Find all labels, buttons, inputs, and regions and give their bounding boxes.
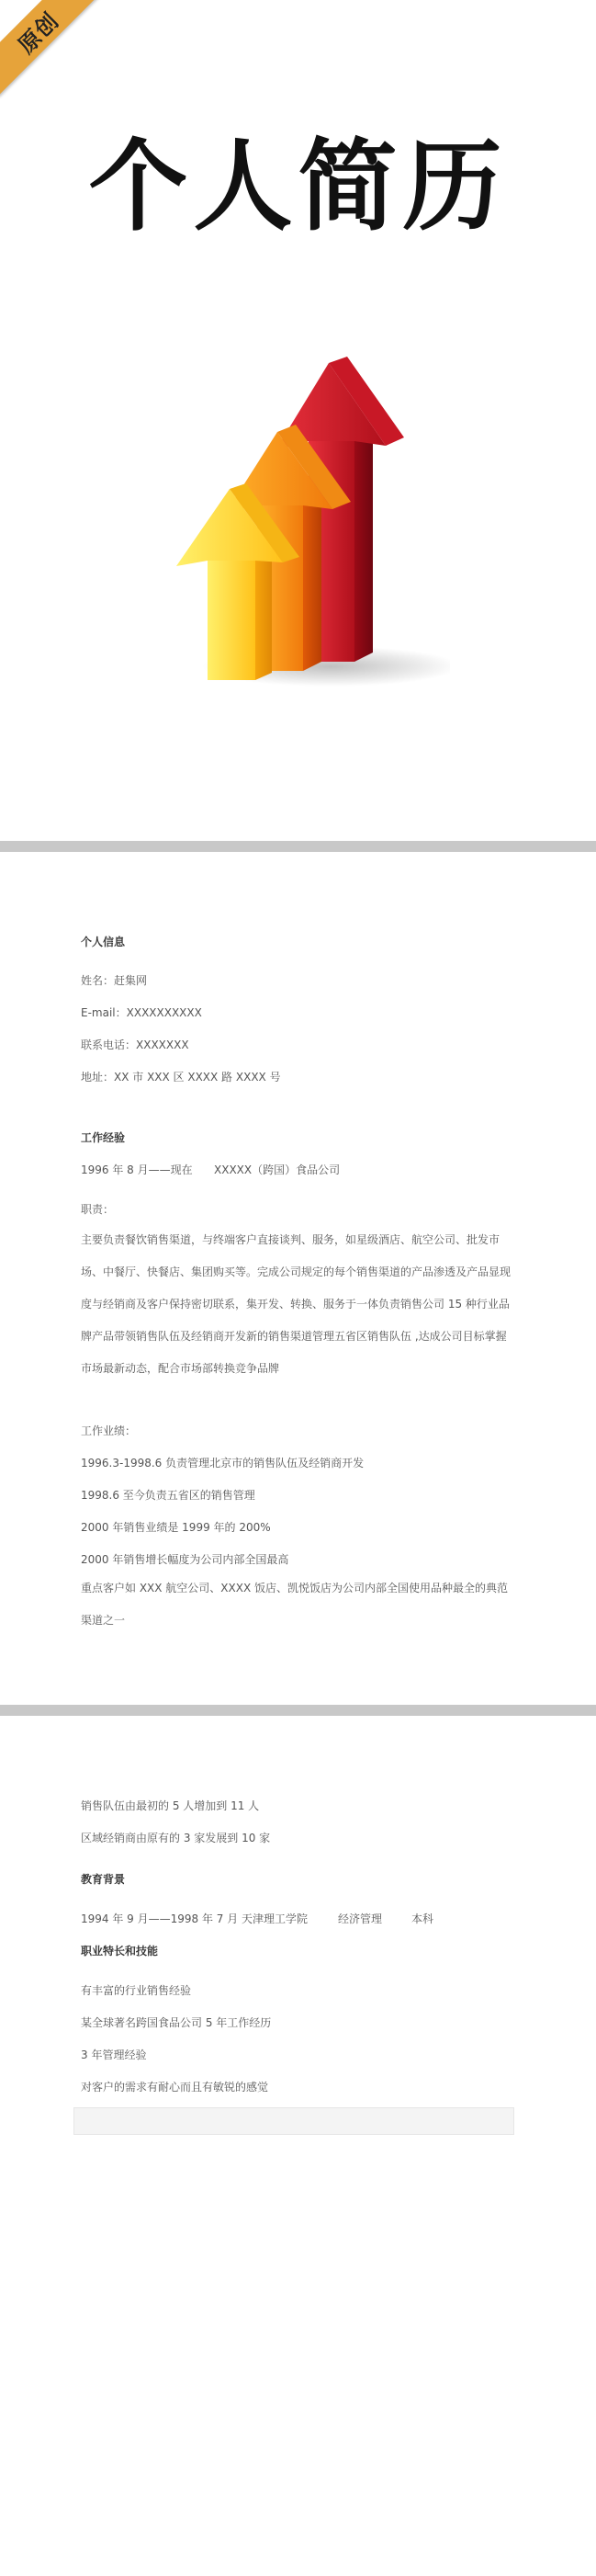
work-experience-heading: 工作经验 <box>81 1131 126 1144</box>
address-field: 地址：XX 市 XXX 区 XXXX 路 XXXX 号 <box>81 1071 281 1084</box>
work-period: 1996 年 8 月——现在 <box>81 1163 193 1176</box>
page-divider <box>0 1705 596 1716</box>
original-badge <box>0 0 102 96</box>
education-heading: 教育背景 <box>81 1873 126 1886</box>
empty-content-box <box>73 2107 514 2135</box>
phone-field: 联系电话：XXXXXXX <box>81 1038 189 1051</box>
team-growth: 销售队伍由最初的 5 人增加到 11 人 <box>81 1799 260 1812</box>
achievement-label: 工作业绩： <box>81 1424 137 1437</box>
skill-item: 有丰富的行业销售经验 <box>81 1984 192 1997</box>
personal-info-heading: 个人信息 <box>81 936 126 948</box>
duty-description: 主要负责餐饮销售渠道，与终端客户直接谈判、服务，如星级酒店、航空公司、批发市场、中餐厅、快餐店、集团购买等。完成公司规定的每个销售渠道的产品渗透及产品显现度与经销商及客户保持密切联系，集开发、转换、服务于一体负责销售公司 15 种行业品牌产品带领销售队伍及经销商开发新的销售渠道管理五省区销售队伍 ,达成公司目标掌握市场最新动态，配合市场部转换竞争品牌 <box>81 1233 512 1375</box>
education-period: 1994 年 9 月——1998 年 7 月 <box>81 1912 239 1925</box>
rising-arrows-illustration <box>174 349 450 698</box>
work-company: XXXXX（跨国）食品公司 <box>214 1163 341 1176</box>
dealer-growth: 区域经销商由原有的 3 家发展到 10 家 <box>81 1832 271 1844</box>
achievement-item: 1998.6 至今负责五省区的销售管理 <box>81 1489 255 1502</box>
education-school: 天津理工学院 <box>242 1912 309 1925</box>
education-major: 经济管理 <box>338 1912 383 1925</box>
skill-item: 某全球著名跨国食品公司 5 年工作经历 <box>81 2016 272 2029</box>
skills-heading: 职业特长和技能 <box>81 1945 159 1958</box>
achievement-item: 2000 年销售业绩是 1999 年的 200% <box>81 1521 271 1534</box>
original-badge-label: 原创 <box>13 7 64 59</box>
key-clients: 重点客户如 XXX 航空公司、XXXX 饭店、凯悦饭店为公司内部全国使用品种最全的典范渠道之一 <box>81 1582 508 1627</box>
page-divider <box>0 841 596 852</box>
cover-page <box>0 0 596 841</box>
achievement-item: 2000 年销售增长幅度为公司内部全国最高 <box>81 1553 289 1566</box>
email-field: E-mail：XXXXXXXXXX <box>81 1006 202 1019</box>
education-degree: 本科 <box>411 1912 434 1925</box>
cover-title: 个人简历 <box>88 130 508 244</box>
achievement-item: 1996.3-1998.6 负责管理北京市的销售队伍及经销商开发 <box>81 1457 365 1470</box>
skill-item: 对客户的需求有耐心而且有敏锐的感觉 <box>81 2081 269 2094</box>
name-field: 姓名：赶集网 <box>81 974 148 987</box>
skill-item: 3 年管理经验 <box>81 2048 147 2061</box>
duty-label: 职责： <box>81 1203 115 1216</box>
